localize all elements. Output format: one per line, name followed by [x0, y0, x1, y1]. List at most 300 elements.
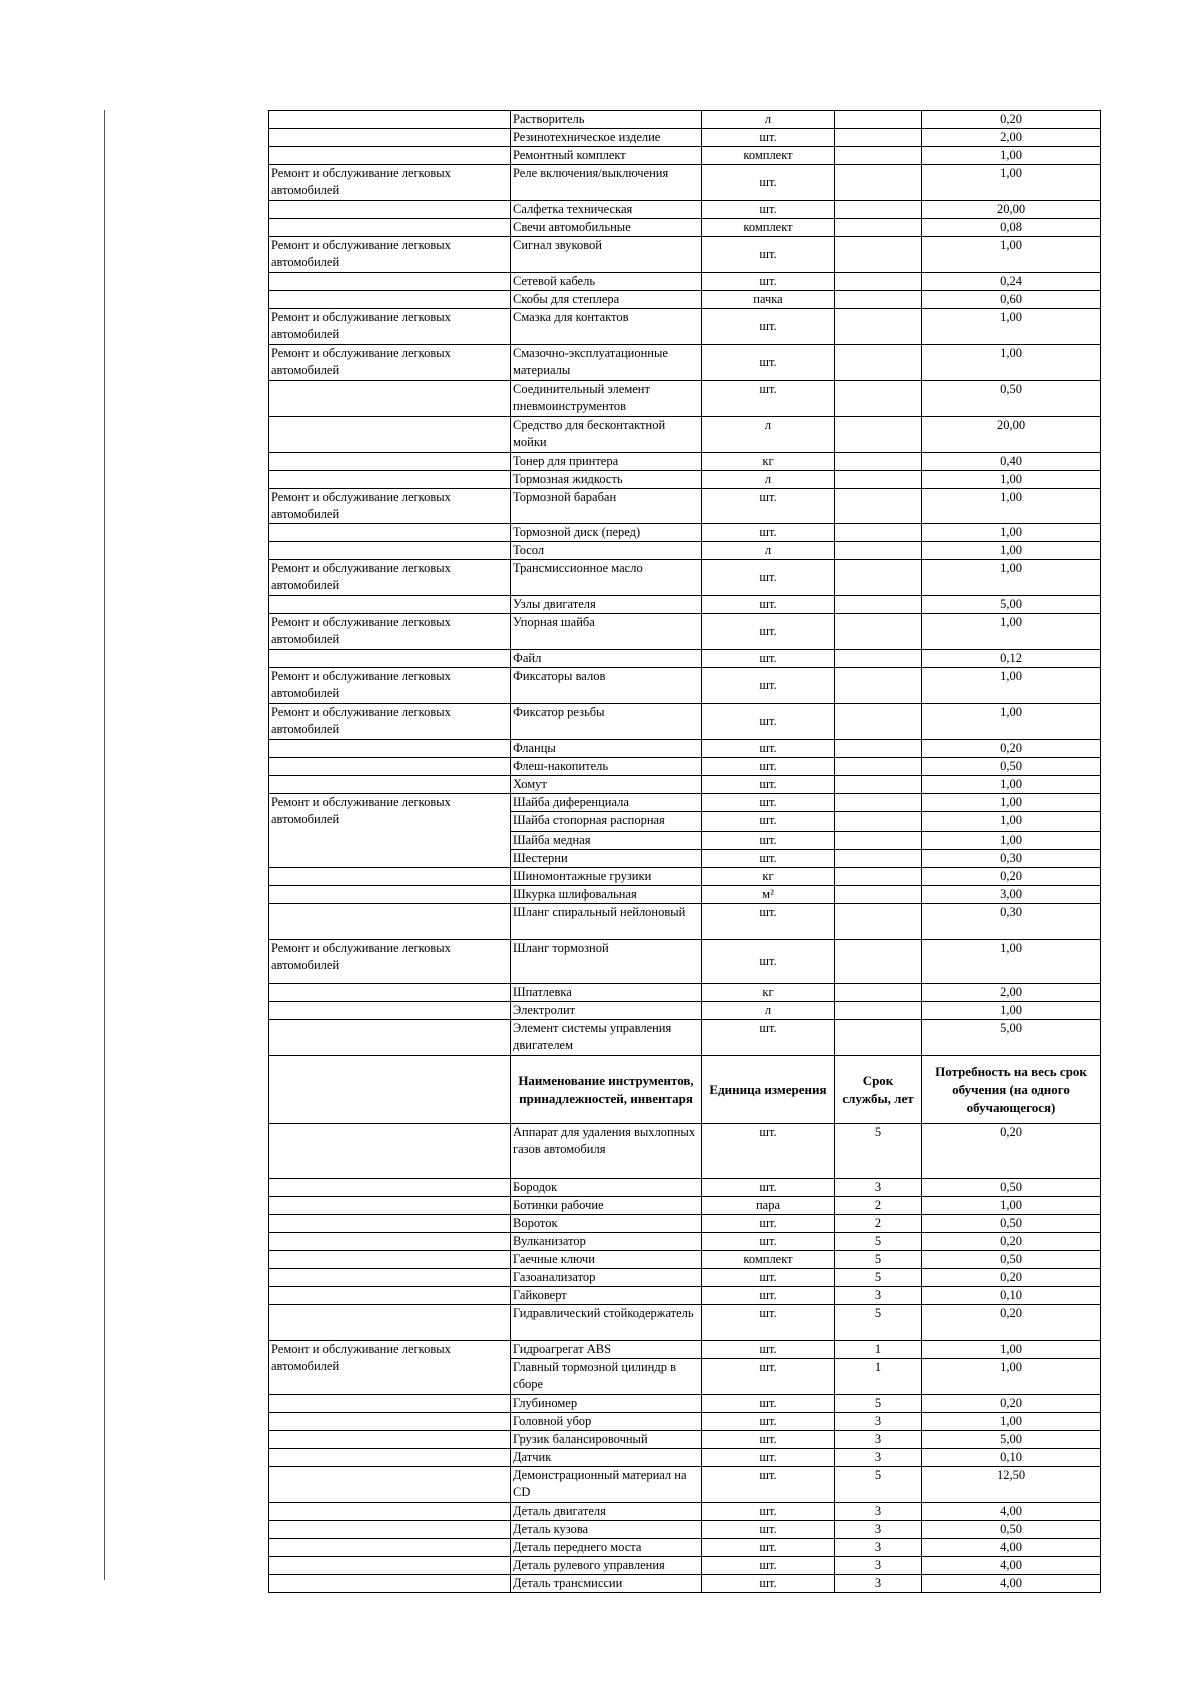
cell-name: Трансмиссионное масло: [511, 560, 702, 596]
table-row: [269, 596, 1101, 614]
cell-unit: шт.: [702, 1413, 835, 1431]
table-row: [269, 309, 1101, 345]
cell-life: 3: [835, 1413, 922, 1431]
table-row: [269, 1449, 1101, 1467]
cell-section: [269, 1020, 511, 1056]
cell-life: [835, 904, 922, 940]
cell-section: [269, 1124, 511, 1179]
cell-qty: 5,00: [922, 1020, 1101, 1056]
cell-life: [835, 542, 922, 560]
cell-unit: шт.: [702, 940, 835, 984]
cell-unit: шт.: [702, 381, 835, 417]
header-cell-unit: Единица измерения: [702, 1056, 835, 1124]
cell-qty: 1,00: [922, 471, 1101, 489]
cell-unit: комплект: [702, 147, 835, 165]
cell-section: [269, 1431, 511, 1449]
cell-name: Ботинки рабочие: [511, 1197, 702, 1215]
cell-life: [835, 740, 922, 758]
table-row: [269, 1557, 1101, 1575]
header-cell-empty: [269, 1056, 511, 1124]
cell-name: Смазочно-эксплуатационные материалы: [511, 345, 702, 381]
cell-qty: 1,00: [922, 237, 1101, 273]
cell-unit: шт.: [702, 614, 835, 650]
cell-life: [835, 273, 922, 291]
table-row: [269, 1395, 1101, 1413]
table-row: [269, 219, 1101, 237]
cell-qty: 2,00: [922, 984, 1101, 1002]
table-row: [269, 940, 1101, 984]
cell-name: Смазка для контактов: [511, 309, 702, 345]
table-row: [269, 1503, 1101, 1521]
cell-qty: 20,00: [922, 201, 1101, 219]
cell-qty: 0,10: [922, 1449, 1101, 1467]
cell-qty: 0,50: [922, 758, 1101, 776]
table-row: [269, 740, 1101, 758]
cell-section: [269, 111, 511, 129]
cell-unit: шт.: [702, 704, 835, 740]
cell-unit: л: [702, 1002, 835, 1020]
table-row: [269, 1020, 1101, 1056]
table-row: [269, 758, 1101, 776]
cell-life: [835, 165, 922, 201]
cell-life: [835, 237, 922, 273]
cell-name: Реле включения/выключения: [511, 165, 702, 201]
cell-unit: шт.: [702, 1287, 835, 1305]
cell-unit: шт.: [702, 904, 835, 940]
cell-name: Резинотехническое изделие: [511, 129, 702, 147]
table-header-row: [269, 1056, 1101, 1124]
cell-life: [835, 417, 922, 453]
cell-unit: шт.: [702, 596, 835, 614]
table-row: [269, 471, 1101, 489]
cell-life: [835, 471, 922, 489]
cell-unit: шт.: [702, 1467, 835, 1503]
cell-section: [269, 1575, 511, 1593]
table-row: [269, 1002, 1101, 1020]
cell-unit: шт.: [702, 1215, 835, 1233]
header-cell-name: Наименование инструментов, принадлежностей, инвентаря: [511, 1056, 702, 1124]
table-row: [269, 868, 1101, 886]
cell-section: [269, 886, 511, 904]
cell-life: [835, 1002, 922, 1020]
cell-qty: 1,00: [922, 1197, 1101, 1215]
cell-life: 3: [835, 1557, 922, 1575]
cell-name: Шестерни: [511, 850, 702, 868]
cell-unit: л: [702, 542, 835, 560]
cell-life: [835, 1020, 922, 1056]
cell-qty: 0,20: [922, 1305, 1101, 1341]
cell-life: [835, 650, 922, 668]
cell-qty: 1,00: [922, 524, 1101, 542]
cell-unit: шт.: [702, 201, 835, 219]
cell-life: 1: [835, 1359, 922, 1395]
cell-qty: 1,00: [922, 704, 1101, 740]
cell-life: 3: [835, 1449, 922, 1467]
cell-section: [269, 984, 511, 1002]
table-row: [269, 668, 1101, 704]
cell-qty: 0,08: [922, 219, 1101, 237]
cell-unit: л: [702, 111, 835, 129]
cell-life: 3: [835, 1179, 922, 1197]
cell-life: 5: [835, 1233, 922, 1251]
cell-life: [835, 381, 922, 417]
cell-life: [835, 596, 922, 614]
cell-section: [269, 1305, 511, 1341]
cell-unit: шт.: [702, 1179, 835, 1197]
cell-name: Главный тормозной цилиндр в сборе: [511, 1359, 702, 1395]
cell-section: [269, 904, 511, 940]
cell-qty: 0,10: [922, 1287, 1101, 1305]
cell-qty: 0,40: [922, 453, 1101, 471]
cell-name: Файл: [511, 650, 702, 668]
cell-section: [269, 1449, 511, 1467]
cell-life: [835, 291, 922, 309]
cell-life: 3: [835, 1503, 922, 1521]
cell-qty: 1,00: [922, 345, 1101, 381]
cell-name: Соединительный элемент пневмоинструментов: [511, 381, 702, 417]
cell-life: 1: [835, 1341, 922, 1359]
cell-unit: шт.: [702, 1449, 835, 1467]
cell-name: Элемент системы управления двигателем: [511, 1020, 702, 1056]
cell-name: Скобы для степлера: [511, 291, 702, 309]
cell-qty: 0,50: [922, 381, 1101, 417]
cell-unit: шт.: [702, 650, 835, 668]
table-row: [269, 776, 1101, 794]
cell-section: Ремонт и обслуживание легковых автомобилей: [269, 940, 511, 984]
cell-life: 5: [835, 1467, 922, 1503]
cell-qty: 4,00: [922, 1503, 1101, 1521]
cell-section: [269, 542, 511, 560]
cell-unit: шт.: [702, 560, 835, 596]
cell-name: Упорная шайба: [511, 614, 702, 650]
cell-name: Шланг тормозной: [511, 940, 702, 984]
cell-life: [835, 453, 922, 471]
cell-unit: м²: [702, 886, 835, 904]
cell-qty: 1,00: [922, 147, 1101, 165]
cell-section: Ремонт и обслуживание легковых автомобилей: [269, 614, 511, 650]
cell-life: [835, 794, 922, 812]
cell-qty: 1,00: [922, 614, 1101, 650]
cell-unit: шт.: [702, 489, 835, 524]
cell-unit: шт.: [702, 1124, 835, 1179]
cell-section: [269, 1503, 511, 1521]
table-row: [269, 417, 1101, 453]
cell-unit: шт.: [702, 794, 835, 812]
cell-section: Ремонт и обслуживание легковых автомобилей: [269, 668, 511, 704]
table-row: [269, 147, 1101, 165]
cell-section: [269, 1395, 511, 1413]
table-row: [269, 1197, 1101, 1215]
cell-name: Сетевой кабель: [511, 273, 702, 291]
cell-qty: 0,20: [922, 111, 1101, 129]
cell-life: [835, 984, 922, 1002]
cell-qty: 1,00: [922, 940, 1101, 984]
cell-qty: 0,20: [922, 1233, 1101, 1251]
cell-life: [835, 201, 922, 219]
cell-life: 3: [835, 1539, 922, 1557]
cell-unit: шт.: [702, 758, 835, 776]
cell-name: Датчик: [511, 1449, 702, 1467]
cell-unit: шт.: [702, 668, 835, 704]
cell-section: [269, 776, 511, 794]
cell-name: Шайба диференциала: [511, 794, 702, 812]
cell-unit: шт.: [702, 1020, 835, 1056]
cell-unit: шт.: [702, 309, 835, 345]
cell-name: Фиксаторы валов: [511, 668, 702, 704]
table-row: [269, 650, 1101, 668]
cell-section: [269, 740, 511, 758]
cell-section: [269, 596, 511, 614]
cell-name: Гидравлический стойкодержатель: [511, 1305, 702, 1341]
cell-qty: 1,00: [922, 1359, 1101, 1395]
cell-section: Ремонт и обслуживание легковых автомобилей: [269, 165, 511, 201]
cell-name: Шайба стопорная распорная: [511, 812, 702, 832]
cell-qty: 1,00: [922, 489, 1101, 524]
cell-life: 3: [835, 1431, 922, 1449]
cell-life: 5: [835, 1269, 922, 1287]
cell-qty: 0,50: [922, 1215, 1101, 1233]
cell-unit: шт.: [702, 524, 835, 542]
cell-qty: 4,00: [922, 1557, 1101, 1575]
cell-unit: шт.: [702, 237, 835, 273]
cell-section: Ремонт и обслуживание легковых автомобилей: [269, 1341, 511, 1395]
cell-life: [835, 704, 922, 740]
cell-unit: шт.: [702, 273, 835, 291]
table-row: [269, 1413, 1101, 1431]
cell-unit: шт.: [702, 1575, 835, 1593]
table-row: [269, 345, 1101, 381]
cell-section: Ремонт и обслуживание легковых автомобилей: [269, 237, 511, 273]
cell-name: Деталь трансмиссии: [511, 1575, 702, 1593]
cell-section: [269, 1233, 511, 1251]
table-row: [269, 1215, 1101, 1233]
cell-qty: 20,00: [922, 417, 1101, 453]
cell-qty: 2,00: [922, 129, 1101, 147]
cell-section: [269, 1269, 511, 1287]
cell-section: [269, 1287, 511, 1305]
table-row: [269, 1305, 1101, 1341]
cell-qty: 0,50: [922, 1251, 1101, 1269]
cell-name: Аппарат для удаления выхлопных газов автомобиля: [511, 1124, 702, 1179]
cell-qty: 0,20: [922, 740, 1101, 758]
cell-section: [269, 1215, 511, 1233]
cell-life: [835, 111, 922, 129]
cell-qty: 0,60: [922, 291, 1101, 309]
table-row: [269, 1575, 1101, 1593]
cell-section: [269, 1539, 511, 1557]
cell-qty: 0,20: [922, 1395, 1101, 1413]
cell-qty: 1,00: [922, 560, 1101, 596]
cell-unit: л: [702, 471, 835, 489]
cell-section: [269, 417, 511, 453]
cell-qty: 0,30: [922, 904, 1101, 940]
cell-name: Шиномонтажные грузики: [511, 868, 702, 886]
cell-life: [835, 758, 922, 776]
table-row: [269, 1269, 1101, 1287]
cell-name: Растворитель: [511, 111, 702, 129]
cell-unit: кг: [702, 984, 835, 1002]
cell-unit: шт.: [702, 1557, 835, 1575]
cell-section: [269, 758, 511, 776]
table-row: [269, 1431, 1101, 1449]
cell-life: 2: [835, 1215, 922, 1233]
cell-name: Флеш-накопитель: [511, 758, 702, 776]
cell-unit: шт.: [702, 1503, 835, 1521]
cell-name: Гайковерт: [511, 1287, 702, 1305]
cell-unit: комплект: [702, 1251, 835, 1269]
cell-life: [835, 524, 922, 542]
cell-name: Демонстрационный материал на CD: [511, 1467, 702, 1503]
cell-section: [269, 524, 511, 542]
cell-section: [269, 471, 511, 489]
table-row: [269, 1287, 1101, 1305]
cell-qty: 1,00: [922, 776, 1101, 794]
header-cell-life: Срок службы, лет: [835, 1056, 922, 1124]
cell-name: Деталь рулевого управления: [511, 1557, 702, 1575]
cell-qty: 0,20: [922, 1269, 1101, 1287]
table-row: [269, 165, 1101, 201]
cell-life: 3: [835, 1521, 922, 1539]
table-row: [269, 201, 1101, 219]
cell-qty: 4,00: [922, 1539, 1101, 1557]
cell-unit: л: [702, 417, 835, 453]
table-row: [269, 273, 1101, 291]
table-body: [269, 111, 1101, 1593]
cell-qty: 5,00: [922, 596, 1101, 614]
cell-unit: шт.: [702, 1269, 835, 1287]
cell-name: Гаечные ключи: [511, 1251, 702, 1269]
cell-name: Ремонтный комплект: [511, 147, 702, 165]
cell-life: [835, 147, 922, 165]
cell-unit: пачка: [702, 291, 835, 309]
cell-qty: 1,00: [922, 668, 1101, 704]
table-row: [269, 111, 1101, 129]
cell-name: Бородок: [511, 1179, 702, 1197]
cell-name: Свечи автомобильные: [511, 219, 702, 237]
cell-name: Салфетка техническая: [511, 201, 702, 219]
cell-qty: 1,00: [922, 165, 1101, 201]
table-row: [269, 794, 1101, 812]
cell-unit: шт.: [702, 1395, 835, 1413]
cell-qty: 1,00: [922, 812, 1101, 832]
cell-life: [835, 812, 922, 832]
cell-unit: шт.: [702, 345, 835, 381]
cell-name: Шайба медная: [511, 832, 702, 850]
cell-section: Ремонт и обслуживание легковых автомобилей: [269, 794, 511, 868]
table-row: [269, 1233, 1101, 1251]
cell-qty: 1,00: [922, 1341, 1101, 1359]
cell-life: 3: [835, 1287, 922, 1305]
cell-name: Фланцы: [511, 740, 702, 758]
cell-life: 3: [835, 1575, 922, 1593]
table-row: [269, 886, 1101, 904]
cell-section: [269, 1521, 511, 1539]
table-row: [269, 489, 1101, 524]
cell-life: 5: [835, 1395, 922, 1413]
cell-name: Тормозной диск (перед): [511, 524, 702, 542]
cell-name: Тормозная жидкость: [511, 471, 702, 489]
cell-name: Деталь переднего моста: [511, 1539, 702, 1557]
cell-qty: 3,00: [922, 886, 1101, 904]
cell-section: [269, 1197, 511, 1215]
cell-life: [835, 309, 922, 345]
cell-qty: 1,00: [922, 309, 1101, 345]
cell-name: Деталь двигателя: [511, 1503, 702, 1521]
table-row: [269, 1539, 1101, 1557]
table-row: [269, 1521, 1101, 1539]
table-row: [269, 1341, 1101, 1359]
cell-name: Шпатлевка: [511, 984, 702, 1002]
cell-section: [269, 1179, 511, 1197]
cell-unit: шт.: [702, 1539, 835, 1557]
cell-section: [269, 868, 511, 886]
cell-qty: 1,00: [922, 832, 1101, 850]
cell-life: [835, 940, 922, 984]
cell-life: [835, 129, 922, 147]
table-row: [269, 542, 1101, 560]
cell-life: [835, 850, 922, 868]
cell-name: Гидроагрегат ABS: [511, 1341, 702, 1359]
cell-section: [269, 219, 511, 237]
cell-life: 5: [835, 1305, 922, 1341]
cell-life: [835, 868, 922, 886]
cell-name: Шкурка шлифовальная: [511, 886, 702, 904]
cell-life: 2: [835, 1197, 922, 1215]
cell-section: [269, 381, 511, 417]
cell-unit: шт.: [702, 1431, 835, 1449]
table-row: [269, 1251, 1101, 1269]
cell-name: Головной убор: [511, 1413, 702, 1431]
cell-name: Тосол: [511, 542, 702, 560]
cell-qty: 0,50: [922, 1179, 1101, 1197]
cell-unit: шт.: [702, 812, 835, 832]
cell-qty: 1,00: [922, 794, 1101, 812]
cell-life: [835, 614, 922, 650]
cell-name: Сигнал звуковой: [511, 237, 702, 273]
table-row: [269, 524, 1101, 542]
cell-unit: комплект: [702, 219, 835, 237]
cell-section: Ремонт и обслуживание легковых автомобилей: [269, 345, 511, 381]
cell-section: [269, 1467, 511, 1503]
cell-unit: шт.: [702, 832, 835, 850]
cell-section: [269, 453, 511, 471]
cell-life: [835, 886, 922, 904]
cell-unit: шт.: [702, 1521, 835, 1539]
table-row: [269, 381, 1101, 417]
cell-life: [835, 668, 922, 704]
cell-section: [269, 1002, 511, 1020]
cell-unit: шт.: [702, 1359, 835, 1395]
cell-name: Тормозной барабан: [511, 489, 702, 524]
cell-name: Глубиномер: [511, 1395, 702, 1413]
cell-life: [835, 832, 922, 850]
cell-name: Хомут: [511, 776, 702, 794]
cell-qty: 0,20: [922, 1124, 1101, 1179]
cell-section: Ремонт и обслуживание легковых автомобилей: [269, 704, 511, 740]
table-row: [269, 237, 1101, 273]
cell-unit: пара: [702, 1197, 835, 1215]
cell-life: [835, 219, 922, 237]
table-row: [269, 453, 1101, 471]
cell-qty: 0,24: [922, 273, 1101, 291]
cell-qty: 0,20: [922, 868, 1101, 886]
cell-life: 5: [835, 1124, 922, 1179]
table-row: [269, 129, 1101, 147]
cell-qty: 4,00: [922, 1575, 1101, 1593]
inventory-table: [268, 110, 1101, 1593]
cell-section: Ремонт и обслуживание легковых автомобилей: [269, 489, 511, 524]
cell-life: 5: [835, 1251, 922, 1269]
